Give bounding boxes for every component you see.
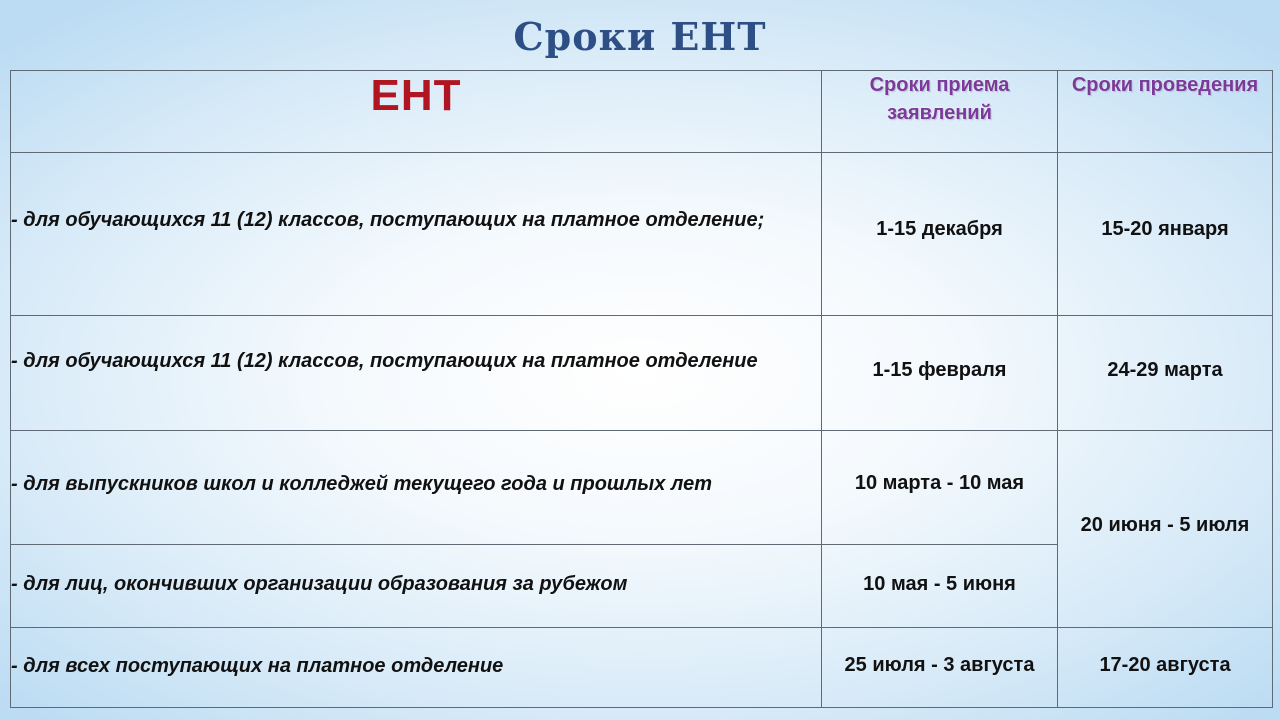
header-exam-dates: Сроки проведения bbox=[1058, 71, 1273, 153]
row-application-dates: 10 мая - 5 июня bbox=[822, 545, 1058, 628]
row-description: - для всех поступающих на платное отделение bbox=[11, 628, 822, 708]
table-row bbox=[11, 153, 1273, 316]
row-exam-dates: 15-20 января bbox=[1058, 153, 1273, 316]
row-application-dates: 10 марта - 10 мая bbox=[822, 431, 1058, 545]
row-exam-dates-merged: 20 июня - 5 июля bbox=[1058, 431, 1273, 628]
table-row bbox=[11, 431, 1273, 545]
row-exam-dates: 17-20 августа bbox=[1058, 628, 1273, 708]
table-row bbox=[11, 316, 1273, 431]
row-exam-dates: 24-29 марта bbox=[1058, 316, 1273, 431]
header-ent: ЕНТ bbox=[11, 71, 822, 153]
row-application-dates: 1-15 февраля bbox=[822, 316, 1058, 431]
row-description: - для выпускников школ и колледжей текущего года и прошлых лет bbox=[11, 431, 822, 545]
slide-title: Сроки ЕНТ bbox=[513, 14, 767, 59]
table-header-row bbox=[11, 71, 1273, 153]
ent-schedule-table bbox=[10, 70, 1273, 708]
row-application-dates: 25 июля - 3 августа bbox=[822, 628, 1058, 708]
row-application-dates: 1-15 декабря bbox=[822, 153, 1058, 316]
row-description: - для лиц, окончивших организации образования за рубежом bbox=[11, 545, 822, 628]
row-description: - для обучающихся 11 (12) классов, поступающих на платное отделение bbox=[11, 316, 822, 431]
table-row bbox=[11, 628, 1273, 708]
row-description: - для обучающихся 11 (12) классов, поступающих на платное отделение; bbox=[11, 153, 822, 316]
header-application-dates: Сроки приема заявлений bbox=[822, 71, 1058, 153]
